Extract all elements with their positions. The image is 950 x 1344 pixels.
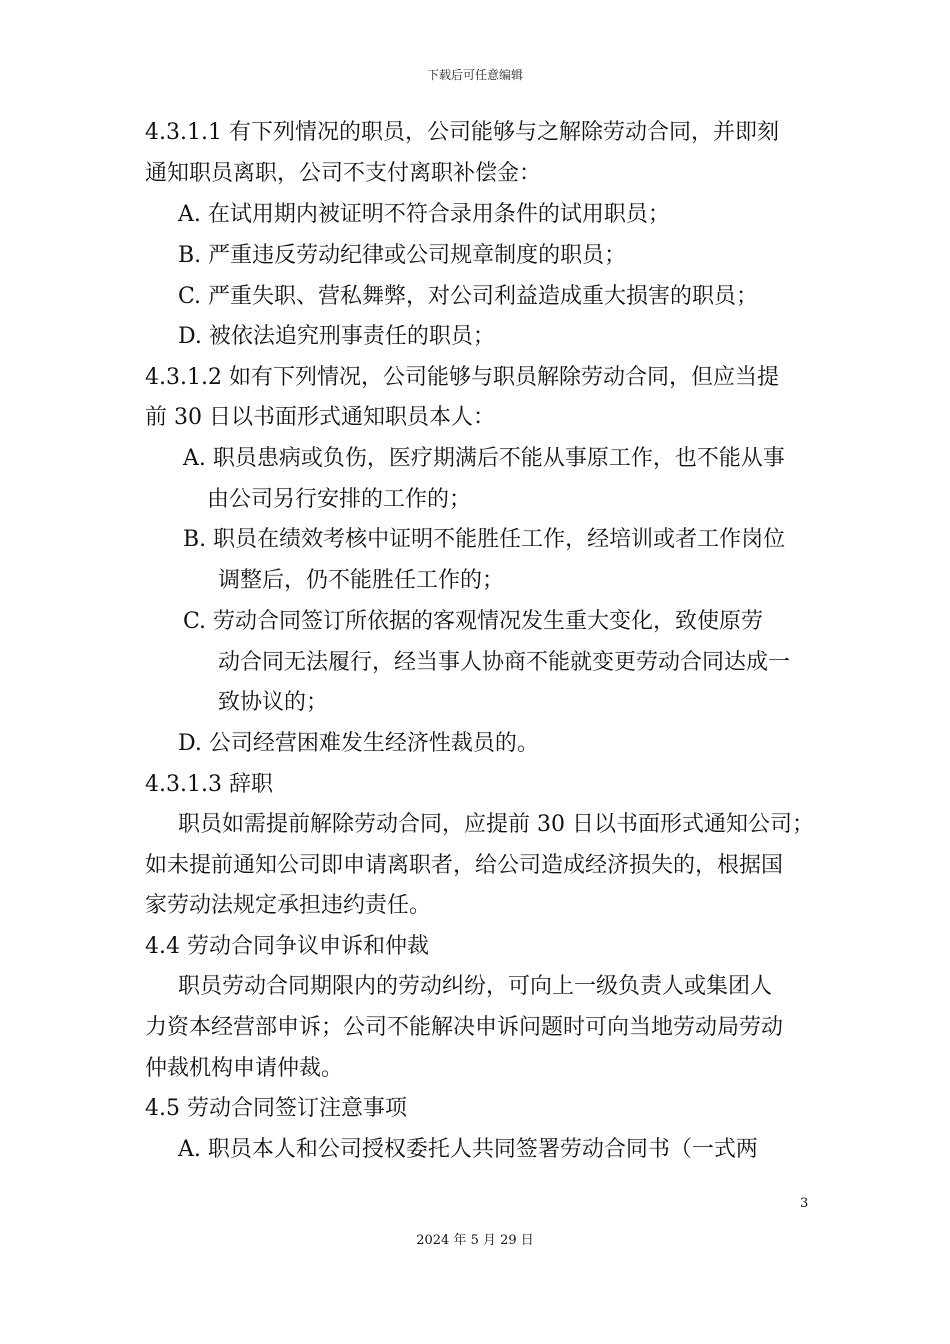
clause-4-3-1-2-item-c-line-1: C. 劳动合同签订所依据的客观情况发生重大变化，致使原劳 — [183, 609, 764, 634]
clause-4-3-1-2-item-a-line-1: A. 职员患病或负伤，医疗期满后不能从事原工作，也不能从事 — [183, 446, 785, 471]
clause-4-3-1-1-line-1: 4.3.1.1 有下列情况的职员，公司能够与之解除劳动合同，并即刻 — [145, 120, 779, 145]
section-4-5-heading: 4.5 劳动合同签订注意事项 — [145, 1096, 407, 1121]
clause-4-3-1-2-line-1: 4.3.1.2 如有下列情况，公司能够与职员解除劳动合同，但应当提 — [145, 365, 779, 390]
clause-4-3-1-2-item-a-line-2: 由公司另行安排的工作的； — [207, 487, 472, 512]
section-4-5-item-a: A. 职员本人和公司授权委托人共同签署劳动合同书（一式两 — [178, 1137, 758, 1162]
clause-4-3-1-1-item-d: D. 被依法追究刑事责任的职员； — [178, 324, 495, 349]
clause-4-3-1-3-para-line-1: 职员如需提前解除劳动合同，应提前 30 日以书面形式通知公司； — [178, 812, 814, 837]
header-note: 下载后可任意编辑 — [426, 68, 523, 82]
clause-4-3-1-1-item-b: B. 严重违反劳动纪律或公司规章制度的职员； — [178, 243, 627, 268]
clause-4-3-1-1-line-2: 通知职员离职，公司不支付离职补偿金： — [145, 161, 542, 186]
page-number: 3 — [800, 1196, 809, 1211]
section-4-4-para-line-2: 力资本经营部申诉；公司不能解决申诉问题时可向当地劳动局劳动 — [145, 1015, 784, 1040]
clause-4-3-1-2-item-c-line-3: 致协议的； — [218, 690, 329, 715]
clause-4-3-1-3-para-line-2: 如未提前通知公司即申请离职者，给公司造成经济损失的，根据国 — [145, 853, 784, 878]
clause-4-3-1-1-item-c: C. 严重失职、营私舞弊，对公司利益造成重大损害的职员； — [178, 284, 759, 309]
section-4-4-para-line-3: 仲裁机构申请仲裁。 — [145, 1056, 344, 1081]
footer-date: 2024 年 5 月 29 日 — [416, 1233, 534, 1248]
clause-4-3-1-2-item-d: D. 公司经营困难发生经济性裁员的。 — [178, 731, 539, 756]
clause-4-3-1-2-item-b-line-2: 调整后，仍不能胜任工作的； — [218, 568, 505, 593]
clause-4-3-1-2-item-b-line-1: B. 职员在绩效考核中证明不能胜任工作，经培训或者工作岗位 — [183, 527, 786, 552]
clause-4-3-1-1-item-a: A. 在试用期内被证明不符合录用条件的试用职员； — [178, 202, 670, 227]
section-4-4-heading: 4.4 劳动合同争议申诉和仲裁 — [145, 934, 429, 959]
clause-4-3-1-3-para-line-3: 家劳动法规定承担违约责任。 — [145, 893, 432, 918]
clause-4-3-1-2-item-c-line-2: 动合同无法履行，经当事人协商不能就变更劳动合同达成一 — [218, 650, 791, 675]
clause-4-3-1-2-line-2: 前 30 日以书面形式通知职员本人： — [145, 405, 495, 430]
section-4-4-para-line-1: 职员劳动合同期限内的劳动纠纷，可向上一级负责人或集团人 — [178, 974, 773, 999]
clause-4-3-1-3-heading: 4.3.1.3 辞职 — [145, 772, 273, 797]
